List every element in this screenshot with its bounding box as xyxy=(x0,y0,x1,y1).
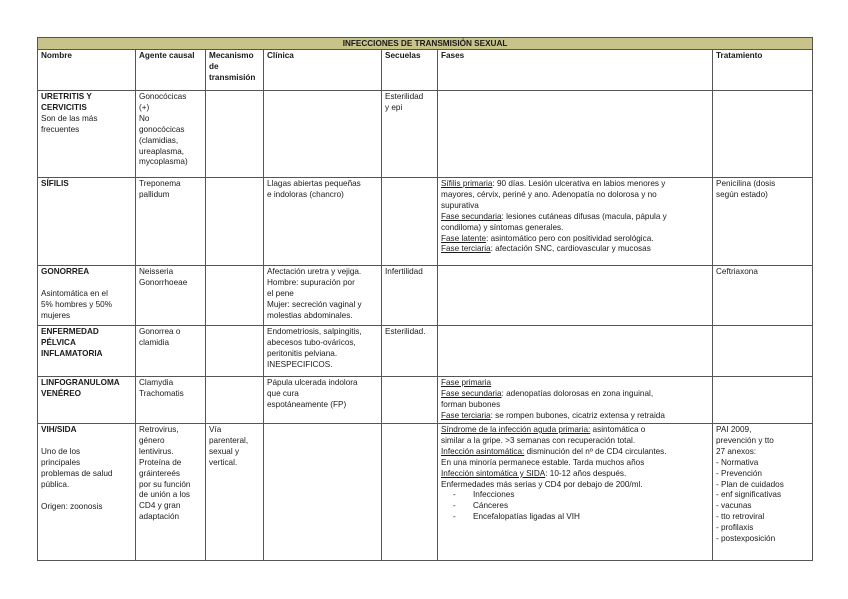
cell-tratamiento: PAI 2009, prevención y tto 27 anexos: - Normativa - Prevención - Plan de cuidados - enf significativas - vacunas - tto retroviral - profilaxis - postexposición xyxy=(713,424,813,561)
table-title: INFECCIONES DE TRANSMISIÓN SEXUAL xyxy=(38,38,813,50)
cell-agente: Retrovirus, género lentivirus. Proteína de gráintereés por su función de unión a los CD4 y gran adaptación xyxy=(136,424,206,561)
header-secuelas: Secuelas xyxy=(382,50,438,91)
cell-fases xyxy=(438,91,713,178)
header-fases: Fases xyxy=(438,50,713,91)
vih-disease-list xyxy=(441,490,709,523)
table-row-vih xyxy=(38,424,813,561)
cell-secuelas: Esterilidad. xyxy=(382,326,438,377)
cell-agente: Gonocócicas (+) No gonocócicas (clamidias, ureaplasma, mycoplasma) xyxy=(136,91,206,178)
table-row-uretritis xyxy=(38,91,813,178)
table-row-epi xyxy=(38,326,813,377)
table-row-linfogranuloma xyxy=(38,377,813,424)
cell-tratamiento: Penicilina (dosis según estado) xyxy=(713,178,813,266)
cell-tratamiento xyxy=(713,326,813,377)
header-row xyxy=(38,50,813,91)
cell-agente: Gonorrea o clamidia xyxy=(136,326,206,377)
cell-secuelas xyxy=(382,424,438,561)
table-row-sifilis xyxy=(38,178,813,266)
cell-nombre: URETRITIS Y CERVICITIS Son de las más frecuentes xyxy=(38,91,136,178)
cell-nombre: LINFOGRANULOMA VENÉREO xyxy=(38,377,136,424)
cell-fases: Fase primaria Fase secundaria: adenopatías dolorosas en zona inguinal, forman bubones Fase terciaria: se rompen bubones, cicatriz extensa y retraida xyxy=(438,377,713,424)
cell-secuelas xyxy=(382,377,438,424)
cell-nombre: ENFERMEDAD PÉLVICA INFLAMATORIA xyxy=(38,326,136,377)
cell-agente: Clamydia Trachomatis xyxy=(136,377,206,424)
cell-mecanismo xyxy=(206,178,264,266)
table-row-gonorrea xyxy=(38,266,813,326)
cell-mecanismo xyxy=(206,266,264,326)
cell-mecanismo xyxy=(206,326,264,377)
cell-agente: Neisseria Gonorrhoeae xyxy=(136,266,206,326)
sti-table xyxy=(37,37,813,561)
cell-clinica xyxy=(264,91,382,178)
cell-clinica xyxy=(264,424,382,561)
cell-mecanismo xyxy=(206,91,264,178)
list-item: - Encefalopatías ligadas al VIH xyxy=(473,512,709,523)
cell-fases: Síndrome de la infección aguda primaria: asintomática o similar a la gripe. >3 semanas con recuperación total. Infección asintomática: disminución del nº de CD4 circulantes. En una minoría permanece estable. Tarda muchos años Infección sintomática y SIDA: 10-12 años después. Enfermedades más serias y CD4 por debajo de 200/ml. - Infecciones - Cánceres - Encefalopatías ligadas al VIH xyxy=(438,424,713,561)
cell-nombre: VIH/SIDA Uno de los principales problemas de salud pública. Origen: zoonosis xyxy=(38,424,136,561)
list-item: - Infecciones xyxy=(473,490,709,501)
cell-mecanismo xyxy=(206,377,264,424)
cell-tratamiento xyxy=(713,377,813,424)
cell-clinica: Pápula ulcerada indolora que cura espotáneamente (FP) xyxy=(264,377,382,424)
cell-fases xyxy=(438,326,713,377)
header-nombre: Nombre xyxy=(38,50,136,91)
cell-tratamiento: Ceftriaxona xyxy=(713,266,813,326)
cell-fases: Sífilis primaria: 90 días. Lesión ulcerativa en labios menores y mayores, cérvix, periné y ano. Adenopatía no dolorosa y no supurativa Fase secundaria: lesiones cutáneas difusas (macula, pápula y condiloma) y síntomas generales. Fase latente: asintomático pero con positividad serológica. Fase terciaria: afectación SNC, cardiovascular y mucosas xyxy=(438,178,713,266)
cell-clinica: Afectación uretra y vejiga. Hombre: supuración por el pene Mujer: secreción vaginal y molestias abdominales. xyxy=(264,266,382,326)
header-agente: Agente causal xyxy=(136,50,206,91)
cell-secuelas: Esterilidad y epi xyxy=(382,91,438,178)
header-mecanismo: Mecanismo de transmisión xyxy=(206,50,264,91)
cell-clinica: Endometriosis, salpingitis, abecesos tubo-ováricos, peritonitis pelviana. INESPECIFICOS. xyxy=(264,326,382,377)
header-tratamiento: Tratamiento xyxy=(713,50,813,91)
cell-fases xyxy=(438,266,713,326)
cell-mecanismo: Vía parenteral, sexual y vertical. xyxy=(206,424,264,561)
list-item: - Cánceres xyxy=(473,501,709,512)
cell-secuelas xyxy=(382,178,438,266)
cell-secuelas: Infertilidad xyxy=(382,266,438,326)
header-clinica: Clínica xyxy=(264,50,382,91)
cell-nombre: GONORREA Asintomática en el 5% hombres y 50% mujeres xyxy=(38,266,136,326)
cell-nombre: SÍFILIS xyxy=(38,178,136,266)
cell-tratamiento xyxy=(713,91,813,178)
cell-agente: Treponema pallidum xyxy=(136,178,206,266)
cell-clinica: Llagas abiertas pequeñas e indoloras (chancro) xyxy=(264,178,382,266)
